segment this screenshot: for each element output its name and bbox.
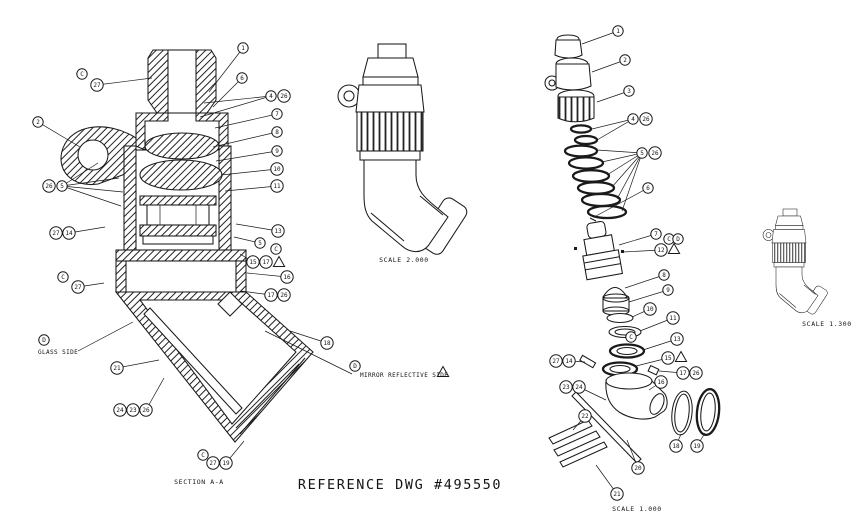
leader-line bbox=[582, 31, 618, 44]
callout-number: 13 bbox=[673, 336, 681, 344]
exploded-scale-label: SCALE 1.000 bbox=[612, 505, 662, 513]
callout-number: 17 bbox=[679, 370, 687, 378]
spacer-cylinder bbox=[603, 298, 629, 311]
callout-number: D bbox=[42, 337, 46, 345]
callout-number: 10 bbox=[273, 166, 281, 174]
callout-number: 13 bbox=[274, 228, 282, 236]
callout-number: 27 bbox=[52, 230, 60, 238]
callout-number: 19 bbox=[693, 443, 701, 451]
callout-number: 10 bbox=[646, 306, 654, 314]
callout-number: 15 bbox=[249, 259, 257, 267]
section-view bbox=[61, 50, 352, 442]
o-ring bbox=[588, 206, 626, 218]
collar bbox=[556, 64, 591, 90]
callout-number: 6 bbox=[646, 185, 650, 193]
callout-number: C bbox=[201, 452, 205, 460]
callout-number: 19 bbox=[222, 460, 230, 468]
callout-number: 26 bbox=[45, 183, 53, 191]
callout-number: 16 bbox=[283, 274, 291, 282]
glass-side-label: GLASS SIDE bbox=[38, 349, 79, 356]
callout-number: 11 bbox=[669, 315, 677, 323]
leader-line bbox=[607, 153, 642, 175]
callout-number: 24 bbox=[575, 384, 583, 392]
o-ring bbox=[565, 146, 597, 157]
side-view bbox=[763, 209, 829, 315]
callout-number: 3 bbox=[627, 88, 631, 96]
lens-element bbox=[140, 160, 222, 190]
callout-number: C bbox=[629, 334, 633, 342]
callout-number: 1 bbox=[616, 28, 620, 36]
callout-number: 8 bbox=[662, 272, 666, 280]
leader-line bbox=[602, 153, 642, 162]
knurled-ring bbox=[357, 112, 423, 151]
callout-number: 21 bbox=[113, 365, 121, 373]
callout-number: 7 bbox=[275, 111, 279, 119]
leader-line bbox=[213, 78, 242, 107]
disc bbox=[607, 314, 633, 323]
leader-line bbox=[617, 153, 642, 199]
callout-number: 2 bbox=[623, 57, 627, 65]
o-ring bbox=[578, 182, 614, 194]
o-ring bbox=[571, 125, 591, 132]
callout-number: D bbox=[353, 363, 357, 371]
callout-number: 27 bbox=[209, 460, 217, 468]
callout-number: 5 bbox=[258, 240, 262, 248]
callout-number: D bbox=[676, 236, 680, 244]
callout-number: 26 bbox=[280, 292, 288, 300]
callout-number: 20 bbox=[634, 465, 642, 473]
retainer-ring bbox=[610, 345, 644, 358]
leader-line bbox=[592, 119, 633, 129]
callout-number: 23 bbox=[562, 384, 570, 392]
callout-number: 5 bbox=[640, 150, 644, 158]
callout-number: 4 bbox=[631, 116, 635, 124]
callout-number: 14 bbox=[565, 358, 573, 366]
section-caption: SECTION A-A bbox=[174, 478, 224, 486]
reference-note: REFERENCE DWG #495550 bbox=[297, 477, 503, 493]
callout-number: 27 bbox=[74, 284, 82, 292]
assembled-view bbox=[338, 44, 469, 257]
leader-line bbox=[225, 186, 277, 191]
leader-line bbox=[625, 275, 664, 288]
o-ring bbox=[582, 194, 620, 206]
warning-triangle-flag bbox=[668, 244, 679, 254]
callout-number: 18 bbox=[672, 443, 680, 451]
callout-number: 9 bbox=[275, 148, 279, 156]
callout-number: 24 bbox=[116, 407, 124, 415]
callout-number: 26 bbox=[642, 116, 650, 124]
callout-number: 7 bbox=[654, 231, 658, 239]
callout-number: 9 bbox=[666, 287, 670, 295]
window-ring bbox=[695, 388, 722, 436]
knurled-cylinder bbox=[558, 97, 594, 122]
leader-line bbox=[619, 234, 656, 245]
window-glass bbox=[670, 390, 694, 436]
callout-number: 11 bbox=[273, 183, 281, 191]
leader-line bbox=[629, 290, 668, 302]
callout-number: 1 bbox=[241, 45, 245, 53]
callout-number: 4 bbox=[269, 93, 273, 101]
callout-number: 17 bbox=[262, 259, 270, 267]
leader-line bbox=[597, 119, 633, 140]
callout-number: 27 bbox=[552, 358, 560, 366]
leader-line bbox=[612, 153, 642, 187]
callout-number: C bbox=[80, 71, 84, 79]
callout-number: 26 bbox=[692, 370, 700, 378]
callout-number: 18 bbox=[323, 340, 331, 348]
callout-number: C bbox=[667, 236, 671, 244]
callout-number: 17 bbox=[267, 292, 275, 300]
o-ring bbox=[569, 157, 603, 168]
callout-number: C bbox=[61, 274, 65, 282]
callout-number: 2 bbox=[36, 119, 40, 127]
o-ring bbox=[573, 170, 609, 182]
callout-number: 6 bbox=[240, 75, 244, 83]
callout-number: 23 bbox=[129, 407, 137, 415]
callout-number: 22 bbox=[581, 413, 589, 421]
lens-element bbox=[145, 133, 219, 159]
leader-line bbox=[622, 153, 642, 211]
exploded-view bbox=[545, 35, 721, 467]
callout-number: 15 bbox=[664, 355, 672, 363]
callout-number: 21 bbox=[613, 491, 621, 499]
callout-number: 14 bbox=[65, 230, 73, 238]
lamp-cavity bbox=[147, 205, 209, 225]
leader-line bbox=[97, 78, 152, 85]
callout-number: C bbox=[274, 246, 278, 254]
callout-number: 27 bbox=[93, 82, 101, 90]
callout-number: 26 bbox=[280, 93, 288, 101]
callout-number: 26 bbox=[142, 407, 150, 415]
side-scale-label: SCALE 1.300 bbox=[802, 320, 852, 328]
warning-triangle-flag bbox=[273, 257, 284, 267]
callout-number: 12 bbox=[657, 247, 665, 255]
callout-number: 8 bbox=[275, 129, 279, 137]
cap bbox=[555, 40, 582, 58]
leader-line bbox=[597, 150, 642, 153]
callout-number: 16 bbox=[657, 379, 665, 387]
warning-triangle-flag bbox=[675, 352, 686, 362]
lamp-assembly bbox=[577, 219, 622, 279]
callout-number: 5 bbox=[60, 183, 64, 191]
o-ring bbox=[575, 136, 597, 144]
mirror-side-label: MIRROR REFLECTIVE SIDE bbox=[360, 372, 449, 379]
small-pin bbox=[648, 366, 659, 375]
assembled-scale-label: SCALE 2.000 bbox=[379, 256, 429, 264]
callout-number: 26 bbox=[651, 150, 659, 158]
